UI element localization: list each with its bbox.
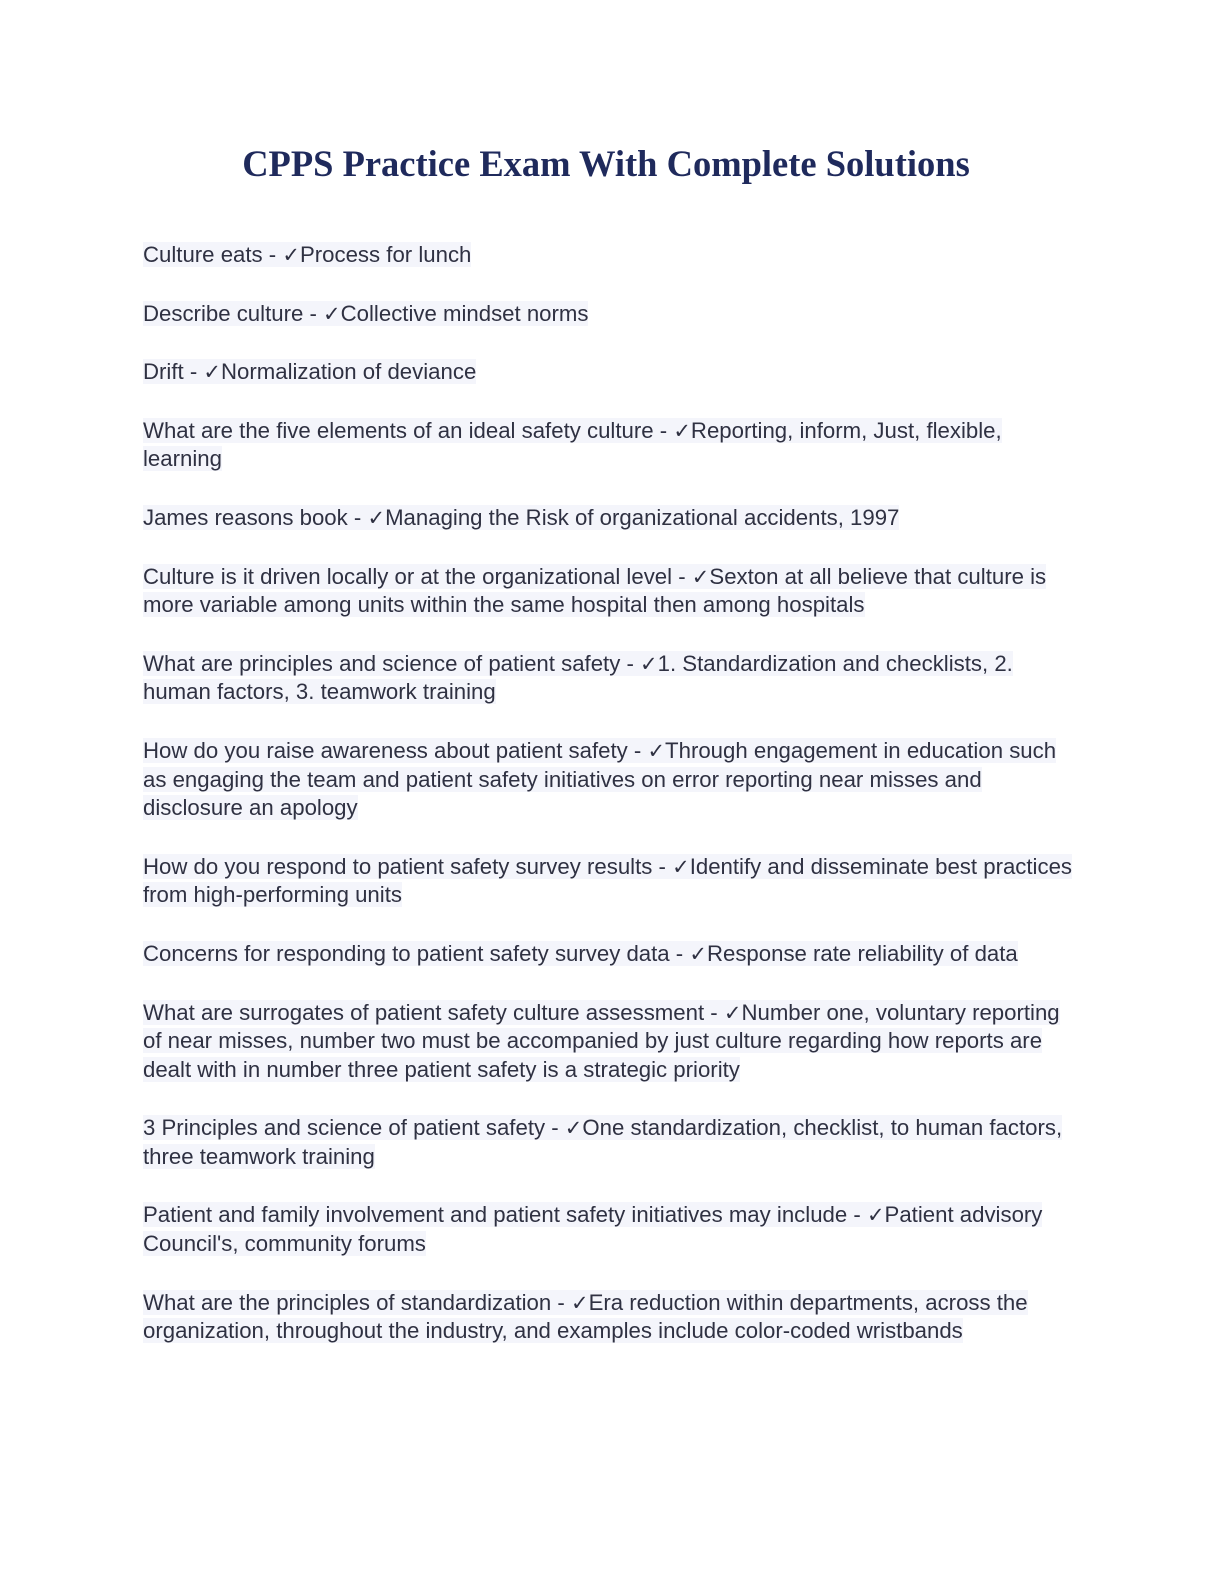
question-text: What are the principles of standardization [143,1289,552,1315]
question-text: What are principles and science of patient safety [143,650,621,676]
question-text: 3 Principles and science of patient safety [143,1115,546,1141]
checkmark-icon: ✓ [640,651,658,676]
qa-text [143,854,1072,908]
qa-list [143,241,1083,1376]
checkmark-icon: ✓ [647,738,666,763]
qa-item [143,650,1083,707]
answer-text: Normalization of deviance [221,359,477,385]
qa-text [143,359,476,384]
answer-text: Era reduction within departments, across the organization, throughout the industry, and examples include color-coded wristbands [143,1289,1028,1344]
answer-text: Reporting, inform, Just, flexible, learning [143,417,1002,472]
qa-item [143,1114,1083,1171]
answer-text: Sexton at all believe that culture is more variable among units within the same hospital then among hospitals [143,563,1047,618]
question-text: What are the five elements of an ideal safety culture [143,417,654,443]
separator: - [347,504,368,530]
question-text: Culture eats [143,242,263,267]
question-text: Drift [143,359,184,385]
qa-item [143,563,1083,620]
answer-text: Collective mindset norms [340,300,589,326]
separator: - [652,853,673,879]
qa-item [143,999,1083,1085]
question-text: Patient and family involvement and patient safety initiatives may include [143,1202,848,1228]
question-text: Describe culture [143,300,304,326]
qa-text [143,301,588,326]
qa-item [143,417,1083,474]
qa-item [143,940,1083,969]
question-text: How do you raise awareness about patient safety [143,737,628,763]
separator: - [653,417,674,443]
answer-text: Response rate reliability of data [706,940,1018,966]
qa-item [143,300,1083,329]
separator: - [672,563,692,589]
checkmark-icon: ✓ [570,1290,589,1315]
checkmark-icon: ✓ [282,243,300,267]
separator: - [627,737,648,763]
checkmark-icon: ✓ [564,1116,583,1141]
checkmark-icon: ✓ [672,854,690,879]
qa-item [143,737,1083,823]
question-text: James reasons book [143,504,348,530]
answer-text: Process for lunch [299,242,472,267]
answer-text: Through engagement in education such as engaging the team and patient safety initiatives on error reporting near misses and disclosure an apology [143,737,1057,821]
checkmark-icon: ✓ [673,418,691,443]
qa-item [143,241,1083,270]
separator: - [262,242,283,267]
qa-text [143,564,1046,618]
qa-item [143,504,1083,533]
answer-text: One standardization, checklist, to human factors, three teamwork training [143,1115,1063,1169]
answer-text: Number one, voluntary reporting of near misses, number two must be accompanied by just culture regarding how reports are dealt with in number three patient safety is a strategic priority [143,999,1060,1082]
qa-text [143,1202,1042,1256]
question-text: Culture is it driven locally or at the organizational level [143,563,673,589]
separator: - [545,1115,565,1141]
answer-text: Managing the Risk of organizational accidents, 1997 [385,504,900,530]
qa-text [143,505,899,530]
qa-text [143,1115,1062,1169]
question-text: What are surrogates of patient safety culture assessment [143,999,705,1025]
checkmark-icon: ✓ [689,941,707,966]
separator: - [303,300,324,326]
question-text: Concerns for responding to patient safety survey data [143,940,670,966]
checkmark-icon: ✓ [367,505,386,530]
checkmark-icon: ✓ [723,1000,742,1025]
qa-text [143,1000,1060,1082]
checkmark-icon: ✓ [691,564,710,589]
qa-text [143,738,1056,820]
document-title: CPPS Practice Exam With Complete Solutions [242,143,970,184]
qa-text [143,1290,1028,1344]
question-text: How do you respond to patient safety survey results [143,853,653,879]
separator: - [704,999,724,1025]
separator: - [183,359,204,385]
separator: - [551,1289,571,1315]
answer-text: 1. Standardization and checklists, 2. human factors, 3. teamwork training [143,650,1013,705]
qa-item [143,358,1083,387]
qa-text [143,418,1002,472]
checkmark-icon: ✓ [323,301,341,326]
qa-item [143,1201,1083,1258]
qa-text [143,651,1013,705]
qa-text [143,941,1018,966]
qa-text [143,242,471,267]
separator: - [620,650,641,676]
checkmark-icon: ✓ [866,1203,885,1228]
qa-item [143,1289,1083,1346]
separator: - [669,940,690,966]
answer-text: Patient advisory Council's, community forums [143,1202,1043,1257]
qa-item [143,853,1083,910]
separator: - [847,1202,867,1228]
checkmark-icon: ✓ [203,360,221,385]
answer-text: Identify and disseminate best practices from high-performing units [143,853,1073,908]
